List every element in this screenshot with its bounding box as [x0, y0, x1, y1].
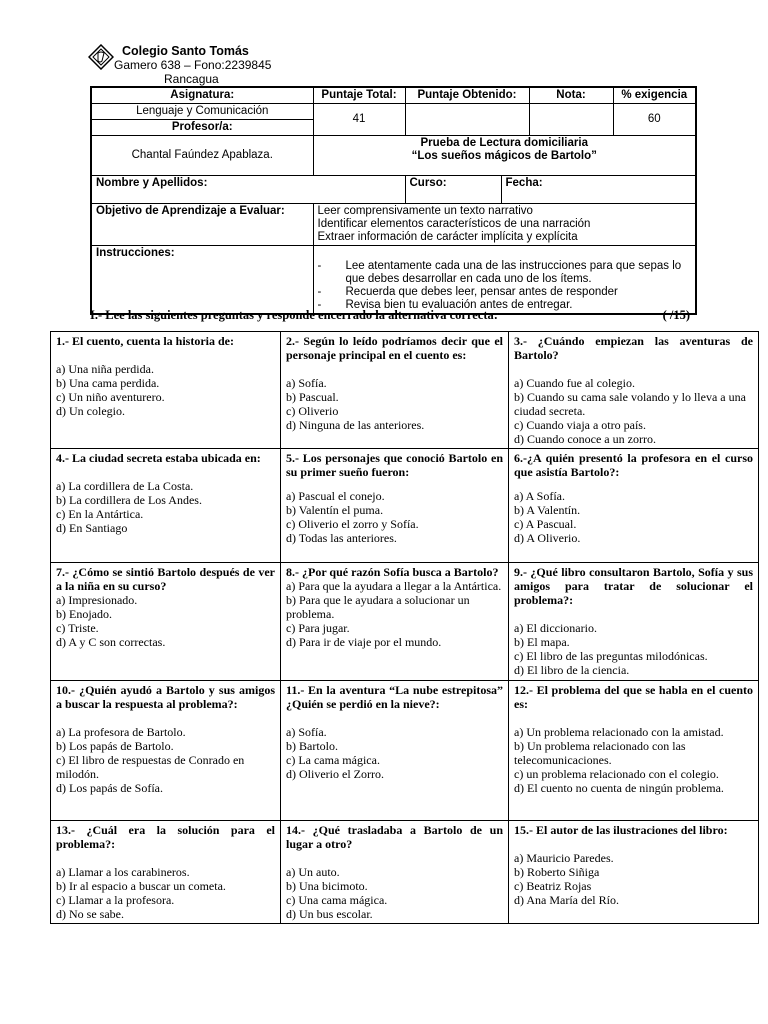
question-cell-10 [51, 681, 281, 821]
fecha-label: Fecha: [505, 177, 543, 189]
answer-option[interactable]: a) Pascual el conejo. [286, 489, 385, 503]
answer-option[interactable]: d) El cuento no cuenta de ningún problema. [514, 781, 724, 795]
question-row [51, 449, 759, 563]
objetivo-item: Leer comprensivamente un texto narrativo [317, 205, 533, 217]
exigencia-label: % exigencia [613, 87, 696, 104]
asignatura-value: Lenguaje y Comunicación [91, 104, 313, 120]
answer-option[interactable]: d) Cuando conoce a un zorro. [514, 432, 656, 446]
answer-option[interactable]: b) Enojado. [56, 607, 112, 621]
answer-option[interactable]: a) Cuando fue al colegio. [514, 376, 635, 390]
puntaje-obtenido-label: Puntaje Obtenido: [405, 87, 529, 104]
objetivo-label: Objetivo de Aprendizaje a Evaluar: [91, 204, 313, 246]
puntaje-total-label: Puntaje Total: [313, 87, 405, 104]
answer-option[interactable]: a) A Sofía. [514, 489, 565, 503]
question-cell-7 [51, 563, 281, 681]
answer-option[interactable]: d) Oliverio el Zorro. [286, 767, 384, 781]
question-text: 11.- En la aventura “La nube estrepitosa” ¿Quién se perdió en la nieve?: [286, 683, 503, 711]
school-address: Gamero 638 – Fono:2239845 [114, 58, 272, 72]
fecha-field[interactable] [501, 176, 696, 204]
answer-option[interactable]: a) El diccionario. [514, 621, 597, 635]
answer-option[interactable]: b) Cuando su cama sale volando y lo lleva a una ciudad secreta. [514, 390, 746, 418]
section-instruction: I.- Lee las siguientes preguntas y responde encerrado la alternativa correcta: [90, 308, 498, 322]
question-cell-12 [509, 681, 759, 821]
answer-option[interactable]: a) Impresionado. [56, 593, 138, 607]
question-text: 2.- Según lo leído podríamos decir que el personaje principal en el cuento es: [286, 334, 503, 362]
answer-option[interactable]: d) Los papás de Sofía. [56, 781, 163, 795]
answer-option[interactable]: d) No se sabe. [56, 907, 124, 921]
answer-option[interactable]: b) A Valentín. [514, 503, 581, 517]
answer-option[interactable]: b) Los papás de Bartolo. [56, 739, 174, 753]
question-text: 3.- ¿Cuándo empiezan las aventuras de Bartolo? [514, 334, 753, 362]
nota-field[interactable] [529, 104, 613, 136]
answer-option[interactable]: b) Pascual. [286, 390, 339, 404]
answer-option[interactable]: a) Para que la ayudara a llegar a la Antártica. [286, 579, 502, 593]
question-row [51, 332, 759, 449]
answer-option[interactable]: a) Llamar a los carabineros. [56, 865, 190, 879]
school-header [88, 44, 388, 88]
answer-option[interactable]: b) Una cama perdida. [56, 376, 160, 390]
question-cell-15 [509, 821, 759, 924]
nota-label: Nota: [529, 87, 613, 104]
answer-option[interactable]: a) Un problema relacionado con la amistad. [514, 725, 724, 739]
question-text: 1.- El cuento, cuenta la historia de: [56, 334, 234, 348]
answer-option[interactable]: c) Cuando viaja a otro país. [514, 418, 646, 432]
prueba-title [313, 136, 696, 176]
instruccion-item: - Revisa bien tu evaluación antes de entregar. [318, 299, 692, 312]
question-text: 15.- El autor de las ilustraciones del libro: [514, 823, 728, 837]
question-row [51, 563, 759, 681]
profesor-value: Chantal Faúndez Apablaza. [91, 136, 313, 176]
curso-label: Curso: [409, 177, 447, 189]
answer-option[interactable]: d) A y C son correctas. [56, 635, 166, 649]
school-name: Colegio Santo Tomás [122, 44, 249, 58]
question-cell-14 [281, 821, 509, 924]
question-text: 6.-¿A quién presentó la profesora en el curso que asistía Bartolo?: [514, 451, 753, 479]
answer-option[interactable]: c) A Pascual. [514, 517, 577, 531]
answer-option[interactable]: c) El libro de respuestas de Conrado en milodón. [56, 753, 245, 781]
answer-option[interactable]: d) Un bus escolar. [286, 907, 373, 921]
answer-option[interactable]: b) Valentín el puma. [286, 503, 384, 517]
question-cell-3 [509, 332, 759, 449]
question-cell-5 [281, 449, 509, 563]
question-cell-13 [51, 821, 281, 924]
answer-option[interactable]: d) Un colegio. [56, 404, 125, 418]
question-text: 13.- ¿Cuál era la solución para el problema?: [56, 823, 275, 851]
answer-option[interactable]: a) Un auto. [286, 865, 340, 879]
question-text: 10.- ¿Quién ayudó a Bartolo y sus amigos a buscar la respuesta al problema?: [56, 683, 275, 711]
question-cell-9 [509, 563, 759, 681]
school-logo-icon [88, 44, 114, 70]
answer-option[interactable]: c) Una cama mágica. [286, 893, 388, 907]
answer-option[interactable]: b) Para que le ayudara a solucionar un problema. [286, 593, 470, 621]
answer-option[interactable]: d) Todas las anteriores. [286, 531, 397, 545]
answer-option[interactable]: d) A Oliverio. [514, 531, 581, 545]
instruccion-item: - Lee atentamente cada una de las instrucciones para que sepas lo que debes desarrollar en cada uno de los ítems. [318, 260, 692, 286]
answer-option[interactable]: c) Para jugar. [286, 621, 350, 635]
answer-option[interactable]: d) Para ir de viaje por el mundo. [286, 635, 442, 649]
question-text: 8.- ¿Por qué razón Sofía busca a Bartolo? [286, 565, 499, 579]
puntaje-obtenido-field[interactable] [405, 104, 529, 136]
question-cell-6 [509, 449, 759, 563]
answer-option[interactable]: b) Ir al espacio a buscar un cometa. [56, 879, 226, 893]
answer-option[interactable]: c) Oliverio [286, 404, 339, 418]
answer-option[interactable]: c) Oliverio el zorro y Sofía. [286, 517, 419, 531]
answer-option[interactable]: c) La cama mágica. [286, 753, 380, 767]
question-text: 9.- ¿Qué libro consultaron Bartolo, Sofía y sus amigos para tratar de solucionar el problema?: [514, 565, 753, 607]
answer-option[interactable]: a) Una niña perdida. [56, 362, 154, 376]
answer-option[interactable]: b) La cordillera de Los Andes. [56, 493, 202, 507]
question-row [51, 681, 759, 821]
question-cell-4 [51, 449, 281, 563]
objetivo-item: Identificar elementos característicos de una narración [317, 218, 591, 230]
answer-option[interactable]: c) Llamar a la profesora. [56, 893, 175, 907]
answer-option[interactable]: c) En la Antártica. [56, 507, 144, 521]
question-cell-2 [281, 332, 509, 449]
answer-option[interactable]: b) Bartolo. [286, 739, 338, 753]
answer-option[interactable]: a) Mauricio Paredes. [514, 851, 614, 865]
question-text: 12.- El problema del que se habla en el cuento es: [514, 683, 753, 711]
answer-option[interactable]: a) La profesora de Bartolo. [56, 725, 186, 739]
instrucciones-list [313, 246, 696, 315]
answer-option[interactable]: a) La cordillera de La Costa. [56, 479, 194, 493]
prueba-title-line2: “Los sueños mágicos de Bartolo” [411, 150, 597, 162]
question-cell-8 [281, 563, 509, 681]
answer-option[interactable]: a) Sofía. [286, 376, 327, 390]
school-city: Rancagua [164, 72, 219, 86]
puntaje-total-value: 41 [313, 104, 405, 136]
profesor-label: Profesor/a: [91, 120, 313, 136]
question-cell-11 [281, 681, 509, 821]
question-row [51, 821, 759, 924]
section-score: ( /15) [662, 308, 690, 322]
objetivo-item: Extraer información de carácter implícita y explícita [317, 231, 578, 243]
answer-option[interactable]: c) un problema relacionado con el colegio. [514, 767, 719, 781]
exam-info-table [90, 86, 697, 315]
question-text: 5.- Los personajes que conoció Bartolo en su primer sueño fueron: [286, 451, 503, 479]
asignatura-label: Asignatura: [91, 87, 313, 104]
answer-option[interactable]: b) Una bicimoto. [286, 879, 368, 893]
answer-option[interactable]: d) Ninguna de las anteriores. [286, 418, 425, 432]
nombre-label: Nombre y Apellidos: [96, 177, 208, 189]
answer-option[interactable]: c) Triste. [56, 621, 99, 635]
exigencia-value: 60 [613, 104, 696, 136]
curso-field[interactable] [405, 176, 501, 204]
nombre-field[interactable] [91, 176, 405, 204]
instrucciones-label: Instrucciones: [91, 246, 313, 315]
question-text: 7.- ¿Cómo se sintió Bartolo después de ver a la niña en su curso? [56, 565, 275, 593]
answer-option[interactable]: d) El libro de la ciencia. [514, 663, 630, 677]
answer-option[interactable]: b) Un problema relacionado con las telecomunicaciones. [514, 739, 686, 767]
question-text: 4.- La ciudad secreta estaba ubicada en: [56, 451, 261, 465]
answer-option[interactable]: c) Un niño aventurero. [56, 390, 165, 404]
section-title [90, 308, 690, 323]
objetivos-list [313, 204, 696, 246]
answer-option[interactable]: d) En Santiago [56, 521, 128, 535]
instruccion-item: - Recuerda que debes leer, pensar antes de responder [318, 286, 692, 299]
answer-option[interactable]: d) Ana María del Río. [514, 893, 619, 907]
answer-option[interactable]: b) El mapa. [514, 635, 570, 649]
question-cell-1 [51, 332, 281, 449]
questions-table [50, 331, 759, 924]
answer-option[interactable]: a) Sofía. [286, 725, 327, 739]
prueba-title-line1: Prueba de Lectura domiciliaria [420, 137, 588, 149]
answer-option[interactable]: c) El libro de las preguntas milodónicas. [514, 649, 708, 663]
question-text: 14.- ¿Qué trasladaba a Bartolo de un lugar a otro? [286, 823, 503, 851]
answer-option[interactable]: c) Beatriz Rojas [514, 879, 592, 893]
answer-option[interactable]: b) Roberto Siñiga [514, 865, 600, 879]
